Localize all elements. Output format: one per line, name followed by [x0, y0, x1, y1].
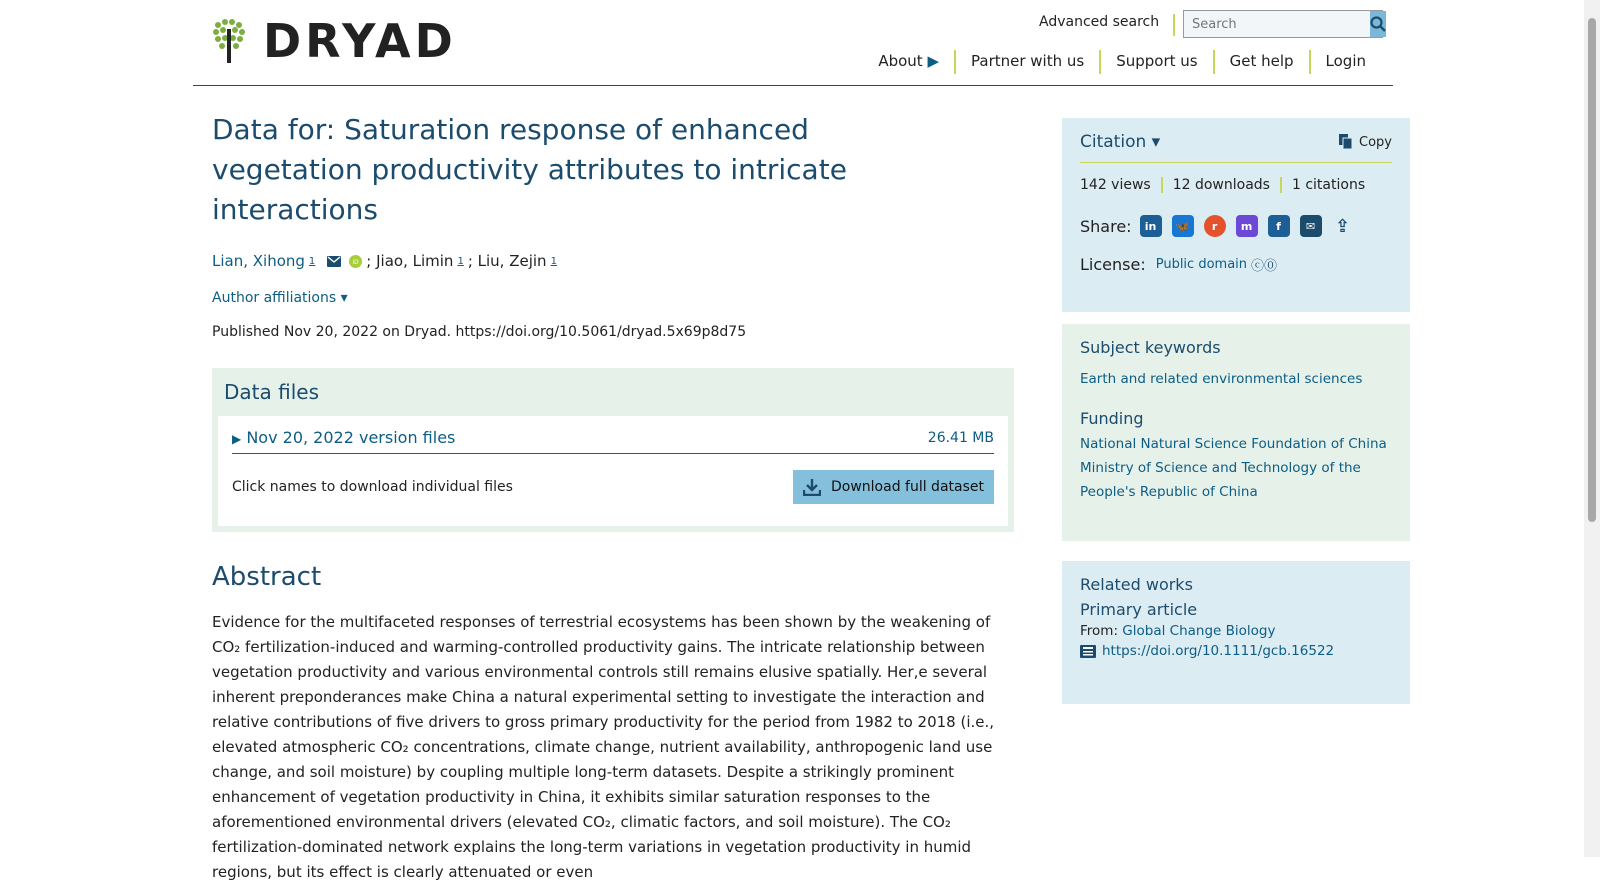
logo-text: DRYAD [263, 14, 457, 68]
views-count: 142 views [1080, 177, 1151, 193]
email-share-icon[interactable]: ✉ [1300, 215, 1322, 237]
funding-link[interactable]: Ministry of Science and Technology of the People's Republic of China [1080, 460, 1361, 500]
related-doi-link[interactable]: https://doi.org/10.1111/gcb.16522 [1102, 643, 1335, 659]
funding-title: Funding [1080, 409, 1144, 428]
nav-about[interactable]: About ▶ [878, 52, 939, 70]
site-header [193, 0, 1393, 86]
files-size: 26.41 MB [927, 429, 994, 446]
author-list [212, 252, 1014, 270]
license-row [1080, 255, 1392, 274]
license-label: License: [1080, 255, 1146, 274]
main-nav [863, 50, 1381, 74]
affiliation-marker[interactable]: 1 [457, 255, 464, 267]
page-scrollbar[interactable] [1584, 0, 1600, 857]
search-box [1183, 10, 1383, 38]
citation-toggle[interactable]: Citation ▾ [1080, 132, 1161, 152]
caret-down-icon: ▾ [1151, 132, 1161, 152]
orcid-icon[interactable] [349, 255, 362, 268]
related-doi-row [1080, 643, 1392, 659]
version-files-row[interactable] [232, 428, 994, 454]
keywords-title: Subject keywords [1080, 338, 1221, 357]
citation-panel [1062, 118, 1410, 312]
nav-login[interactable]: Login [1309, 50, 1381, 74]
funding-link[interactable]: National Natural Science Foundation of China [1080, 436, 1387, 452]
affiliation-marker[interactable]: 1 [550, 255, 557, 267]
metrics [1080, 177, 1392, 203]
abstract-text: Evidence for the multifaceted responses of terrestrial ecosystems has been shown by the weakening of CO₂ fertilization-induced and warming-controlled productivity gains. The intricate relationship between vegetation productivity and various environmental controls still remains elusive spatially. Her,e several inherent preponderances make China a natural experimental setting to investigate the interaction and relative contributions of five drivers to gross primary productivity for the period from 1982 to 2018 (i.e., elevated atmospheric CO₂ concentrations, climate change, nutrient availability, anthropogenic land use change, and soil moisture) by coupling multiple long-term datasets. Despite a strikingly prominent enhancement of vegetation productivity in China, it exhibits similar saturation responses to the aforementioned environmental drivers (elevated CO₂, climatic factors, and soil moisture). The CO₂ fertilization-dominated network explains the long-term variations in vegetation productivity in humid regions, but its effect is clearly attenuated or even [212, 613, 995, 881]
downloads-count: 12 downloads [1161, 177, 1280, 193]
citations-count: 1 citations [1280, 177, 1375, 193]
caret-right-icon: ▶ [232, 432, 242, 446]
share-row [1080, 215, 1392, 237]
search-input[interactable] [1184, 11, 1370, 37]
data-files-panel [212, 368, 1014, 532]
search-icon [1370, 16, 1386, 32]
share-external-icon[interactable]: ⇪ [1335, 215, 1351, 237]
keywords-panel [1062, 324, 1410, 541]
copy-citation-button[interactable]: Copy [1339, 134, 1392, 150]
license-link[interactable]: Public domain [1155, 257, 1248, 272]
email-icon[interactable] [327, 256, 341, 267]
advanced-search-link[interactable]: Advanced search [1039, 14, 1175, 36]
copy-icon [1339, 134, 1353, 150]
caret-down-icon: ▾ [340, 290, 348, 306]
caret-right-icon: ▶ [927, 52, 939, 70]
related-from: From: Global Change Biology [1080, 623, 1276, 639]
author-jiao: ; Jiao, Limin [366, 252, 454, 270]
author-affiliations-toggle[interactable]: Author affiliations ▾ [212, 290, 348, 306]
share-icons [1140, 215, 1364, 237]
linkedin-icon[interactable]: in [1140, 215, 1162, 237]
reddit-icon[interactable]: r [1204, 215, 1226, 237]
facebook-icon[interactable]: f [1268, 215, 1290, 237]
dryad-logo[interactable] [213, 16, 457, 66]
related-works-panel [1062, 561, 1410, 704]
article-icon [1080, 645, 1096, 658]
citation-header [1080, 132, 1392, 163]
published-info: Published Nov 20, 2022 on Dryad. https://doi.org/10.5061/dryad.5x69p8d75 [212, 324, 747, 340]
data-files-title: Data files [224, 380, 319, 404]
download-full-dataset-button[interactable]: Download full dataset [793, 470, 994, 504]
tree-icon [213, 19, 247, 63]
nav-partner[interactable]: Partner with us [954, 50, 1099, 74]
download-icon [803, 478, 821, 496]
dataset-title: Data for: Saturation response of enhanced vegetation productivity attributes to intricate interactions [212, 113, 847, 226]
scrollbar-thumb[interactable] [1588, 18, 1596, 522]
mastodon-icon[interactable]: m [1236, 215, 1258, 237]
download-hint: Click names to download individual files [232, 479, 513, 495]
data-files-inner [218, 416, 1008, 526]
bluesky-icon[interactable]: 🦋 [1172, 215, 1194, 237]
keyword-link[interactable]: Earth and related environmental sciences [1080, 371, 1363, 387]
nav-help[interactable]: Get help [1213, 50, 1309, 74]
svg-text:iD: iD [352, 258, 359, 266]
data-files-actions [232, 470, 994, 504]
main-content [212, 110, 1014, 885]
author-liu: ; Liu, Zejin [467, 252, 547, 270]
version-files-label: Nov 20, 2022 version files [246, 428, 456, 447]
affiliation-marker[interactable]: 1 [308, 255, 316, 267]
primary-article-label: Primary article [1080, 600, 1198, 619]
nav-support[interactable]: Support us [1099, 50, 1212, 74]
cc-zero-icon: ⓒ⓪ [1251, 259, 1278, 274]
search-button[interactable] [1370, 11, 1386, 37]
author-lian-link[interactable]: Lian, Xihong [212, 252, 305, 270]
journal-link[interactable]: Global Change Biology [1122, 623, 1276, 639]
abstract-heading: Abstract [212, 562, 322, 592]
share-label: Share: [1080, 216, 1132, 236]
related-works-title: Related works [1080, 575, 1193, 594]
